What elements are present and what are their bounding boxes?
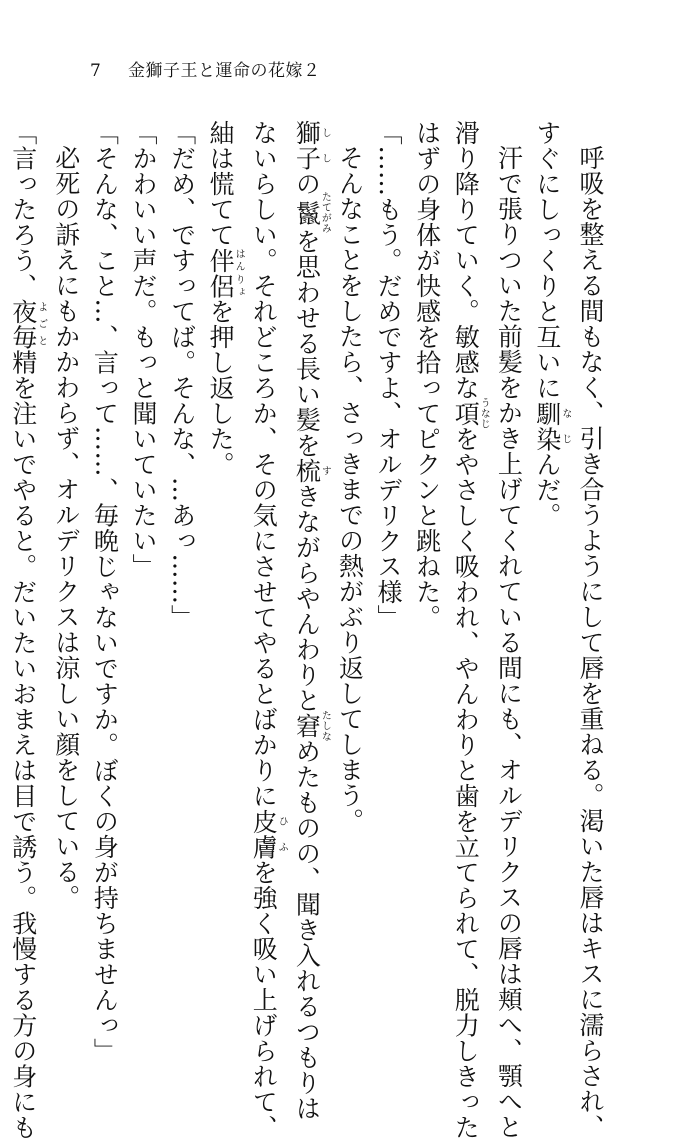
text-line: 「……もう。だめですよ、オルデリクス様」 [374,120,404,630]
text-line: 獅子ししの鬣たてがみを思わせる長い髪を梳すきながらやんわりと窘たしなめたものの、聞き入れるつもりは [292,120,331,1121]
text-line: 汗で張りついた前髪をかき上げてくれている間にも、オルデリクスの唇は頬へ、顎へと [494,145,524,1140]
text-line: はずの身体が快感を拾ってピクンと跳ねた。 [412,120,442,630]
text-line: 「だめ、ですってば。そんな、…あっ……」 [167,120,197,630]
ruby-word: 窘たしな [292,710,331,742]
ruby-word: 皮膚ひふ [249,808,288,860]
text-line: 滑り降りていく。敏感な項うなじをやさしく吸われ、やんわりと歯を立てられて、脱力しきった [451,120,490,1140]
body-text [8,120,609,1140]
text-line: 紬は慌てて伴侶はんりょを押し返した。 [206,120,245,477]
ruby-word: 伴侶はんりょ [206,247,245,299]
text-line: 必死の訴えにもかかわらず、オルデリクスは涼しい顔をしている。 [51,145,81,910]
ruby-word: 獅子しし [292,120,331,171]
ruby-word: 梳す [292,458,331,484]
page-number: 7 [90,61,102,81]
page-header [90,56,321,81]
book-title: 金獅子王と運命の花嫁２ [128,61,321,81]
text-line: 「そんな、こと…、言って……、毎晩じゃないですか。ぼくの身が持ちませんっ」 [90,120,120,1064]
text-line: ないらしい。それどころか、その気にさせてやるとばかりに皮膚ひふを強く吸い上げられて、 [249,120,288,1140]
text-line: 「言ったろう、夜毎よごと精を注いでやると。だいたいおまえは目で誘う。我慢する方の身にも [8,120,47,1140]
ruby-word: 馴染なじ [532,400,571,452]
text-line: 呼吸を整える間もなく、引き合うようにして唇を重ねる。渇いた唇はキスに濡らされ、 [576,145,605,1140]
ruby-word: 鬣たてがみ [292,191,331,234]
text-line: すぐにしっくりと互いに馴染なじんだ。 [532,120,571,528]
ruby-word: 項うなじ [451,397,490,429]
ruby-word: 夜毎よごと [8,298,47,350]
text-line: そんなことをしたら、さっきまでの熱がぶり返してしまう。 [335,145,365,834]
text-line: 「かわいい声だ。もっと聞いていたい」 [128,120,158,579]
